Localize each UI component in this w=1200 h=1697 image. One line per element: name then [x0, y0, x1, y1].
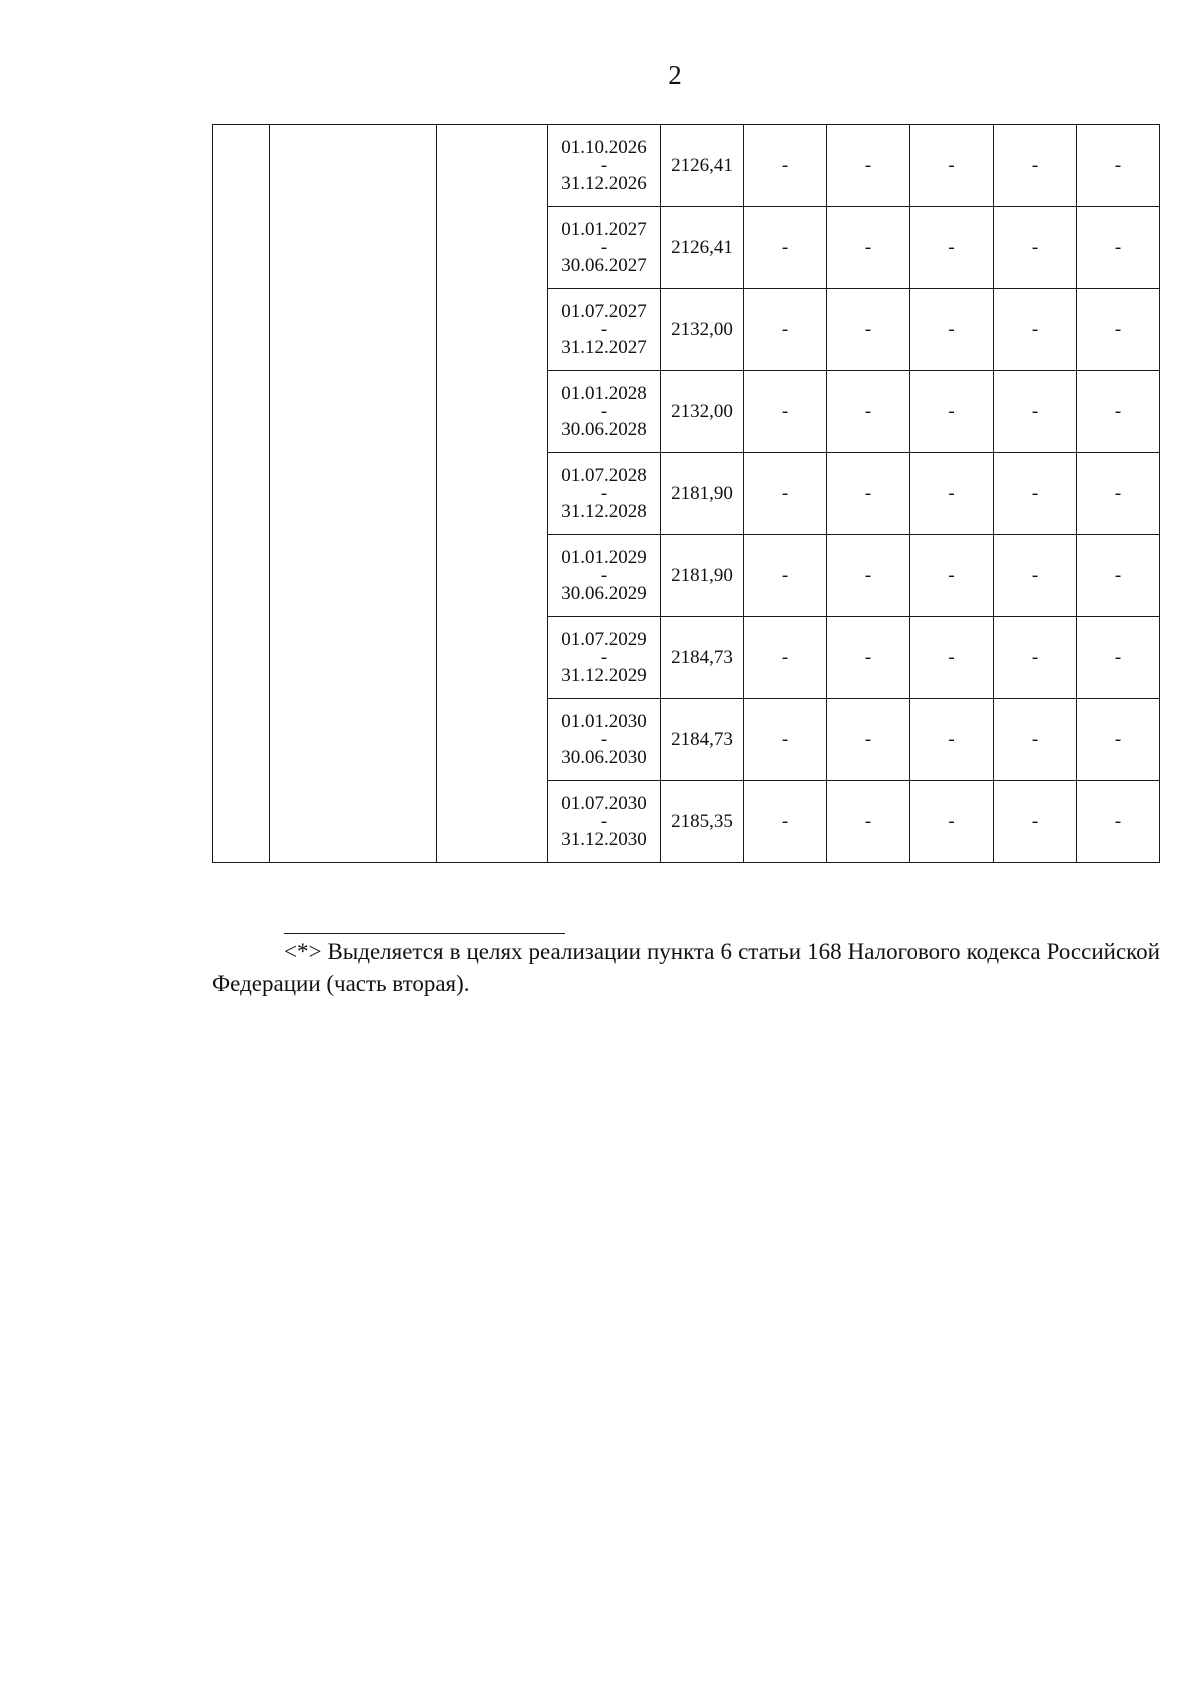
tariff-value-cell: 2181,90 [661, 535, 744, 617]
period-start: 01.01.2029 [561, 546, 647, 568]
dash-cell: - [1077, 781, 1160, 863]
tariff-value-cell: 2126,41 [661, 125, 744, 207]
dash-cell: - [744, 781, 827, 863]
dash-cell: - [744, 617, 827, 699]
dash-cell: - [994, 207, 1077, 289]
period-end: 30.06.2030 [561, 746, 647, 768]
period-start: 01.01.2028 [561, 382, 647, 404]
dash-cell: - [827, 207, 910, 289]
period-start: 01.07.2029 [561, 628, 647, 650]
period-start: 01.07.2030 [561, 792, 647, 814]
dash-cell: - [994, 617, 1077, 699]
dash-cell: - [994, 371, 1077, 453]
period-cell [548, 453, 661, 535]
dash-cell: - [1077, 453, 1160, 535]
table-row [213, 125, 1160, 207]
period-cell [548, 371, 661, 453]
dash-cell: - [1077, 289, 1160, 371]
dash-cell: - [1077, 207, 1160, 289]
footnote-separator-line [284, 933, 565, 934]
tariff-value-cell: 2185,35 [661, 781, 744, 863]
period-start: 01.10.2026 [561, 136, 647, 158]
period-end: 31.12.2030 [561, 828, 647, 850]
dash-cell: - [1077, 535, 1160, 617]
period-cell [548, 535, 661, 617]
period-cell [548, 617, 661, 699]
period-separator: - [600, 646, 608, 668]
period-end: 30.06.2028 [561, 418, 647, 440]
period-separator: - [600, 728, 608, 750]
tariff-value-cell: 2132,00 [661, 371, 744, 453]
dash-cell: - [744, 207, 827, 289]
period-separator: - [600, 482, 608, 504]
dash-cell: - [827, 699, 910, 781]
tariff-value-cell: 2126,41 [661, 207, 744, 289]
dash-cell: - [744, 125, 827, 207]
period-start: 01.01.2027 [561, 218, 647, 240]
organization-column-cell [270, 125, 437, 863]
page-number: 2 [668, 60, 682, 90]
period-end: 30.06.2029 [561, 582, 647, 604]
dash-cell: - [744, 535, 827, 617]
dash-cell: - [910, 699, 994, 781]
period-separator: - [600, 154, 608, 176]
dash-cell: - [910, 781, 994, 863]
tariff-value-cell: 2184,73 [661, 699, 744, 781]
dash-cell: - [827, 781, 910, 863]
dash-cell: - [994, 535, 1077, 617]
period-start: 01.01.2030 [561, 710, 647, 732]
dash-cell: - [994, 289, 1077, 371]
footnote-text: <*> Выделяется в целях реализации пункта 6 статьи 168 Налогового кодекса Российской Федерации (часть вторая). [212, 939, 1160, 996]
dash-cell: - [827, 535, 910, 617]
period-cell [548, 781, 661, 863]
dash-cell: - [744, 371, 827, 453]
category-column-cell [437, 125, 548, 863]
dash-cell: - [910, 289, 994, 371]
dash-cell: - [827, 617, 910, 699]
dash-cell: - [827, 125, 910, 207]
dash-cell: - [1077, 699, 1160, 781]
dash-cell: - [910, 371, 994, 453]
dash-cell: - [1077, 617, 1160, 699]
tariff-value-cell: 2184,73 [661, 617, 744, 699]
dash-cell: - [910, 453, 994, 535]
tariff-value-cell: 2132,00 [661, 289, 744, 371]
period-start: 01.07.2028 [561, 464, 647, 486]
number-column-cell [213, 125, 270, 863]
period-separator: - [600, 236, 608, 258]
period-cell [548, 207, 661, 289]
period-separator: - [600, 400, 608, 422]
dash-cell: - [1077, 125, 1160, 207]
period-start: 01.07.2027 [561, 300, 647, 322]
period-separator: - [600, 564, 608, 586]
dash-cell: - [994, 699, 1077, 781]
tariff-table [212, 124, 1160, 863]
period-cell [548, 125, 661, 207]
dash-cell: - [910, 207, 994, 289]
dash-cell: - [827, 289, 910, 371]
period-end: 31.12.2027 [561, 336, 647, 358]
period-separator: - [600, 810, 608, 832]
dash-cell: - [744, 453, 827, 535]
dash-cell: - [910, 617, 994, 699]
period-cell [548, 289, 661, 371]
dash-cell: - [910, 535, 994, 617]
tariff-value-cell: 2181,90 [661, 453, 744, 535]
dash-cell: - [910, 125, 994, 207]
period-end: 31.12.2028 [561, 500, 647, 522]
dash-cell: - [827, 453, 910, 535]
dash-cell: - [1077, 371, 1160, 453]
period-cell [548, 699, 661, 781]
dash-cell: - [994, 453, 1077, 535]
dash-cell: - [994, 125, 1077, 207]
period-separator: - [600, 318, 608, 340]
period-end: 31.12.2029 [561, 664, 647, 686]
dash-cell: - [744, 289, 827, 371]
dash-cell: - [744, 699, 827, 781]
dash-cell: - [994, 781, 1077, 863]
dash-cell: - [827, 371, 910, 453]
period-end: 31.12.2026 [561, 172, 647, 194]
table-body [213, 125, 1160, 863]
period-end: 30.06.2027 [561, 254, 647, 276]
